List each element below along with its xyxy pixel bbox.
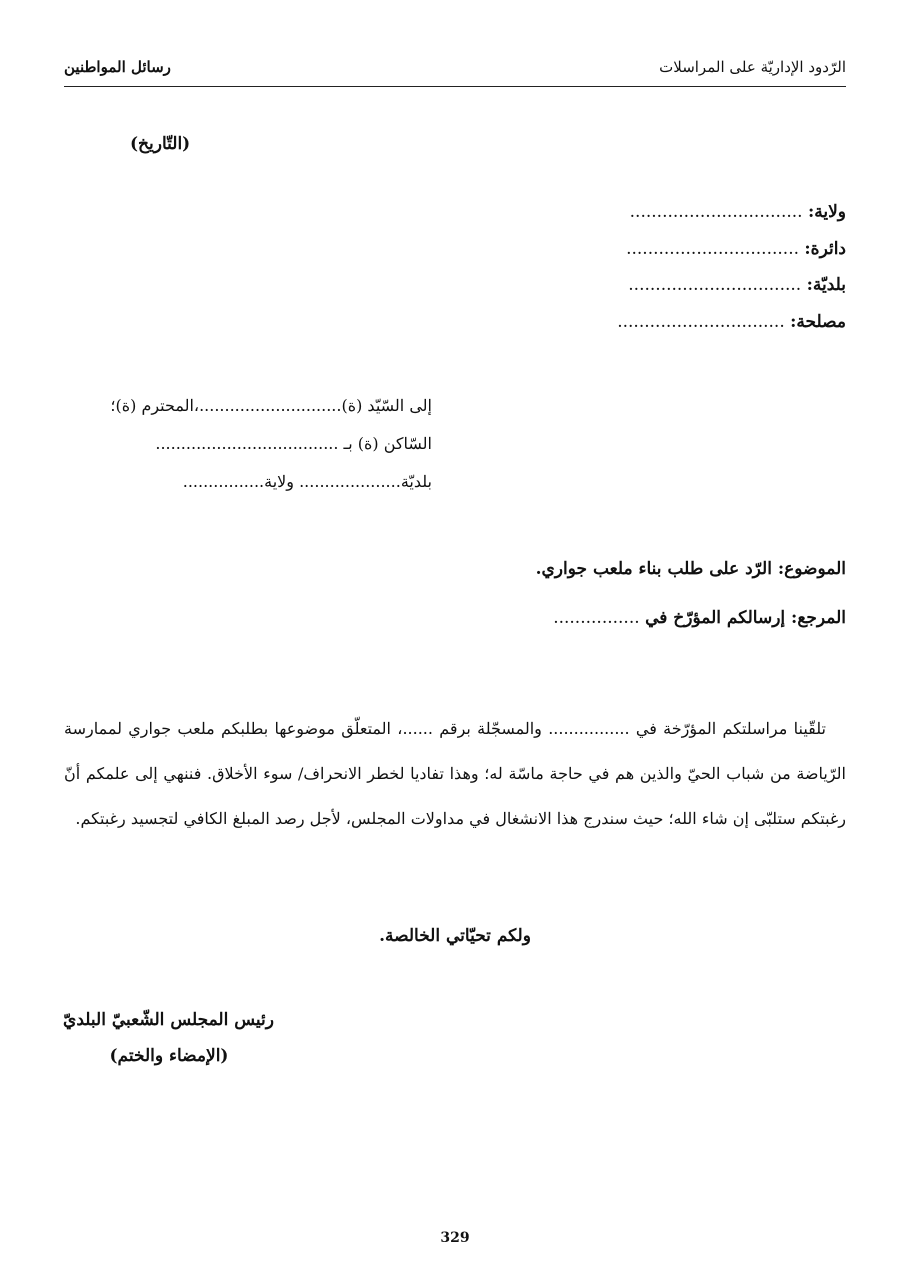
admin-line-baladiya xyxy=(546,275,846,312)
header-section-title: رسائل المواطنين xyxy=(64,58,171,76)
reference-dots: ................ xyxy=(553,608,640,628)
admin-label: دائرة: xyxy=(804,238,846,259)
admin-dots: ................................ xyxy=(628,275,802,295)
admin-label: بلديّة: xyxy=(806,275,846,295)
signature-note: (الإمضاء والختم) xyxy=(109,1046,229,1066)
admin-label: ولاية: xyxy=(807,202,846,222)
header-divider xyxy=(64,86,846,87)
admin-line-daira xyxy=(546,239,846,276)
recipient-location-line: بلديّة.................... ولاية................ xyxy=(182,472,432,491)
letter-subject: الموضوع: الرّد على طلب بناء ملعب جواري. xyxy=(535,559,846,579)
recipient-address-line: السّاكن (ة) بـ .................................... xyxy=(155,434,432,453)
admin-line-wilaya xyxy=(546,202,846,239)
admin-label: مصلحة: xyxy=(790,311,846,332)
letter-closing: ولكم تحيّاتي الخالصة. xyxy=(379,926,531,946)
signature-title: رئيس المجلس الشّعبيّ البلديّ xyxy=(63,1010,274,1030)
reference-label: المرجع: إرسالكم المؤرّخ في xyxy=(645,608,846,628)
letter-body: تلقّينا مراسلتكم المؤرّخة في ................ والمسجّلة برقم ......، المتعلّق موضوعها بطلبكم ملعب جواري لممارسة الرّياضة من شباب الحيّ والذين هم في حاجة ماسّة له؛ وهذا تفاديا لخطر الانحراف/ سوء الأخلاق. فننهي إلى علمكم أنّ رغبتكم ستلبّى إن شاء الله؛ حيث سندرج هذا الانشغال في مداولات المجلس، لأجل رصد المبلغ الكافي لتجسيد رغبتكم. xyxy=(64,719,846,828)
admin-dots: ............................... xyxy=(617,311,785,332)
administrative-block xyxy=(546,202,846,348)
page-number: 329 xyxy=(440,1230,470,1246)
admin-dots: ................................ xyxy=(629,202,803,222)
recipient-block xyxy=(64,396,432,510)
signature-block xyxy=(64,1010,274,1082)
recipient-name-line: إلى السّيّد (ة)............................،المحترم (ة)؛ xyxy=(110,396,432,415)
header-book-title: الرّدود الإداريّة على المراسلات xyxy=(659,58,846,76)
date-placeholder: (التّاريخ) xyxy=(130,134,191,154)
letter-reference xyxy=(553,608,846,628)
admin-line-maslaha xyxy=(546,312,846,349)
admin-dots: ................................ xyxy=(626,238,799,259)
